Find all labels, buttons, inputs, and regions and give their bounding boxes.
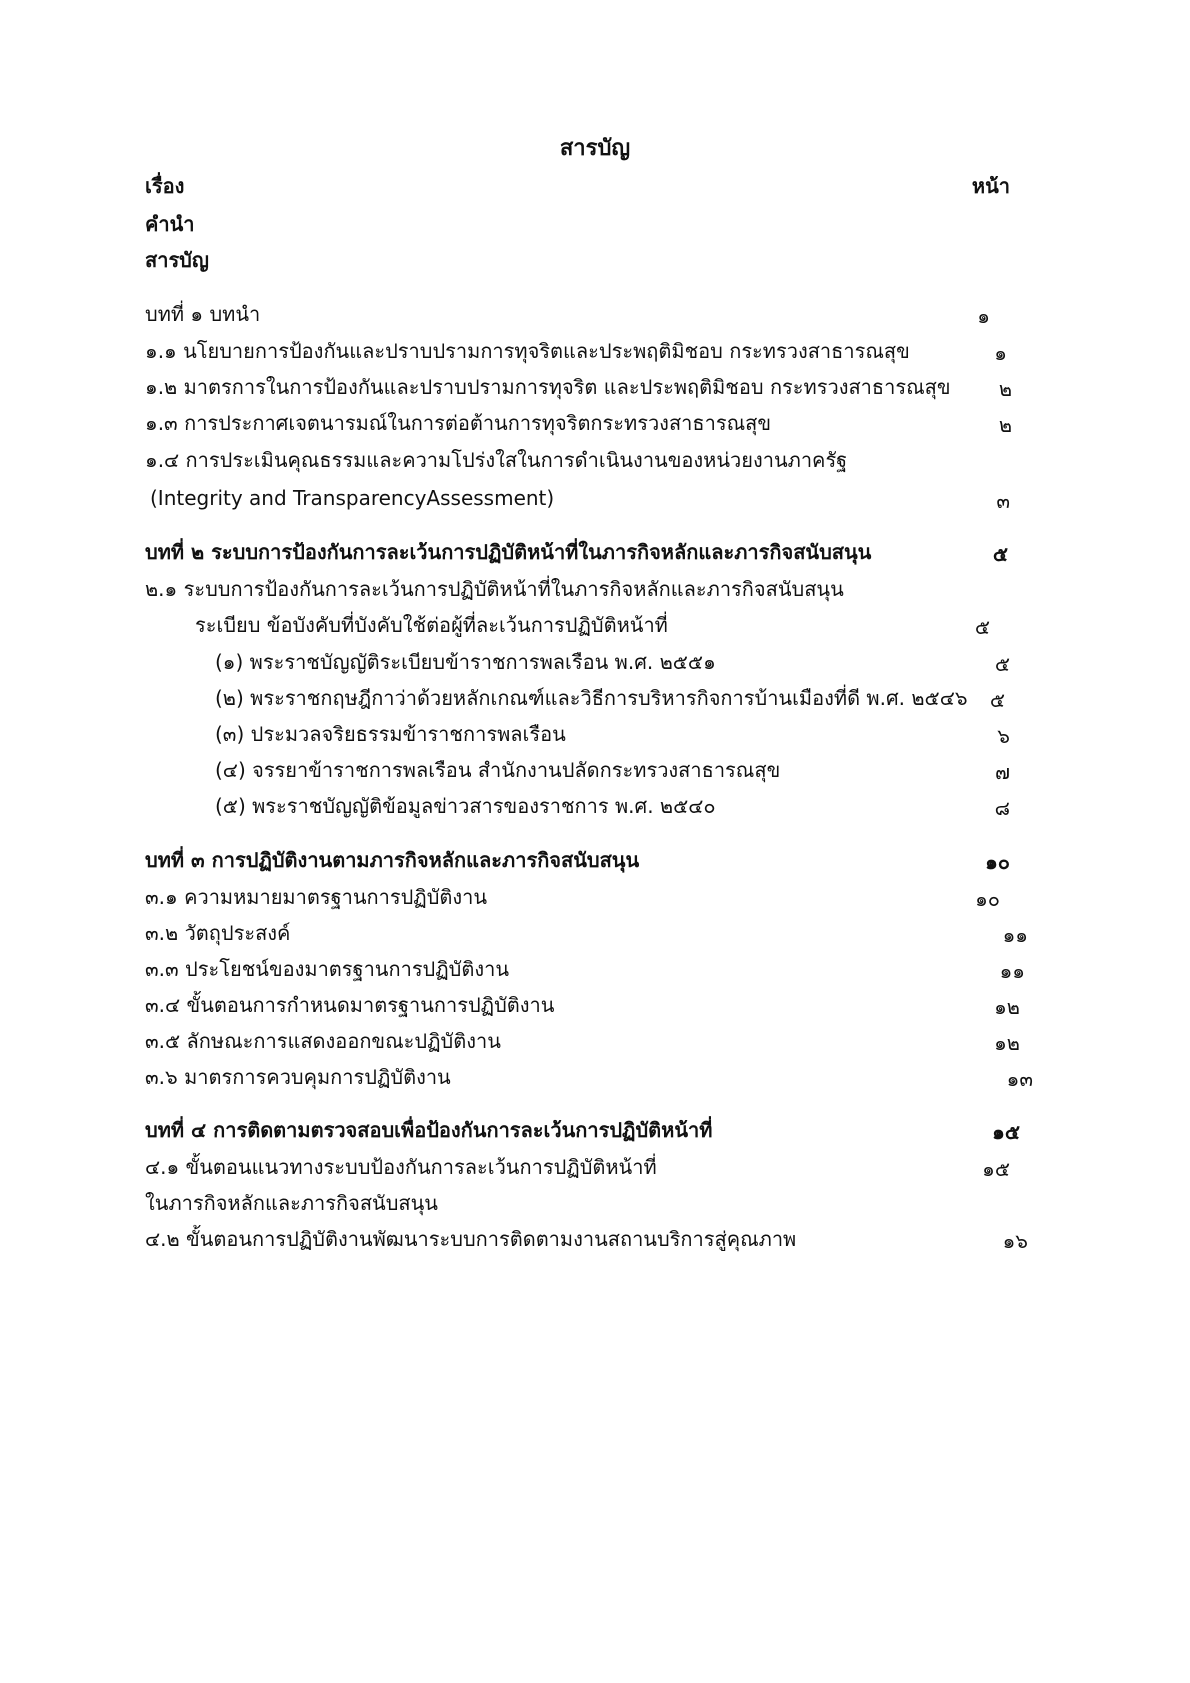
toc-item-4-1: ๔.๑ ขั้นตอนแนวทางระบบป้องกันการละเว้นการปฏิบัติหน้าที่ — [145, 1155, 657, 1179]
toc-item-3-2: ๓.๒ วัตถุประสงค์ — [145, 921, 291, 945]
toc-item-1-2: ๑.๒ มาตรการในการป้องกันและปราบปรามการทุจริต และประพฤติมิชอบ กระทรวงสาธารณสุข — [145, 375, 951, 399]
page-title: สารบัญ — [559, 136, 631, 161]
toc-page-1-2: ๒ — [998, 377, 1012, 401]
toc-law-3: (๓) ประมวลจริยธรรมข้าราชการพลเรือน — [215, 722, 566, 746]
chapter-3-page: ๑๐ — [985, 850, 1010, 874]
toc-page-4-1: ๑๕ — [982, 1157, 1010, 1181]
subject-header: เรื่อง — [145, 174, 185, 198]
toc-item-3-4: ๓.๔ ขั้นตอนการกำหนดมาตรฐานการปฏิบัติงาน — [145, 993, 555, 1017]
toc-page-3-5: ๑๒ — [994, 1031, 1020, 1055]
toc-item-3-1: ๓.๑ ความหมายมาตรฐานการปฏิบัติงาน — [145, 885, 488, 909]
chapter-2-page: ๕ — [992, 542, 1008, 566]
toc-law-2: (๒) พระราชกฤษฎีกาว่าด้วยหลักเกณฑ์และวิธีการบริหารกิจการบ้านเมืองที่ดี พ.ศ. ๒๕๔๖ — [215, 686, 968, 710]
toc-page-3-2: ๑๑ — [1002, 923, 1028, 947]
toc-page-1-3: ๒ — [998, 413, 1012, 437]
toc-law-5-page: ๘ — [994, 796, 1010, 820]
toc-page-1-1: ๑ — [994, 341, 1007, 365]
front-toc: สารบัญ — [145, 248, 209, 272]
toc-page-3-4: ๑๒ — [994, 995, 1020, 1019]
toc-law-1: (๑) พระราชบัญญัติระเบียบข้าราชการพลเรือน พ.ศ. ๒๕๕๑ — [215, 650, 716, 674]
toc-page-1-4: ๓ — [996, 489, 1010, 513]
toc-item-3-5: ๓.๕ ลักษณะการแสดงออกขณะปฏิบัติงาน — [145, 1029, 501, 1053]
toc-page-4-2: ๑๖ — [1002, 1229, 1028, 1253]
toc-item-1-1: ๑.๑ นโยบายการป้องกันและปราบปรามการทุจริตและประพฤติมิชอบ กระทรวงสาธารณสุข — [145, 339, 910, 363]
toc-item-1-3: ๑.๓ การประกาศเจตนารมณ์ในการต่อต้านการทุจริตกระทรวงสาธารณสุข — [145, 411, 771, 435]
chapter-2-heading: บทที่ ๒ ระบบการป้องกันการละเว้นการปฏิบัติหน้าที่ในภารกิจหลักและภารกิจสนับสนุน — [145, 540, 872, 564]
toc-page-3-6: ๑๓ — [1006, 1067, 1033, 1091]
toc-law-4: (๔) จรรยาข้าราชการพลเรือน สำนักงานปลัดกระทรวงสาธารณสุข — [215, 758, 781, 782]
toc-law-4-page: ๗ — [994, 760, 1010, 784]
chapter-3-heading: บทที่ ๓ การปฏิบัติงานตามภารกิจหลักและภารกิจสนับสนุน — [145, 848, 640, 872]
toc-law-5: (๕) พระราชบัญญัติข้อมูลข่าวสารของราชการ พ.ศ. ๒๕๔๐ — [215, 794, 716, 818]
toc-item-2-1: ๒.๑ ระบบการป้องกันการละเว้นการปฏิบัติหน้าที่ในภารกิจหลักและภารกิจสนับสนุน — [145, 577, 844, 601]
toc-law-2-page: ๕ — [989, 688, 1005, 712]
chapter-4-heading: บทที่ ๔ การติดตามตรวจสอบเพื่อป้องกันการละเว้นการปฏิบัติหน้าที่ — [145, 1118, 713, 1142]
toc-law-1-page: ๕ — [994, 652, 1010, 676]
chapter-4-page: ๑๕ — [992, 1120, 1020, 1144]
toc-item-1-4: ๑.๔ การประเมินคุณธรรมและความโปร่งใสในการดำเนินงานของหน่วยงานภาครัฐ — [145, 448, 848, 472]
toc-page-3-1: ๑๐ — [975, 887, 1000, 911]
toc-item-2-1-sub: ระเบียบ ข้อบังคับที่บังคับใช้ต่อผู้ที่ละเว้นการปฏิบัติหน้าที่ — [195, 613, 668, 637]
toc-item-3-6: ๓.๖ มาตรการควบคุมการปฏิบัติงาน — [145, 1065, 451, 1089]
toc-page-2-1-sub: ๕ — [974, 615, 990, 639]
toc-page-3-3: ๑๑ — [999, 959, 1025, 983]
toc-item-1-4-english: (Integrity and TransparencyAssessment) — [150, 486, 555, 510]
toc-law-3-page: ๖ — [997, 724, 1010, 748]
page-header: หน้า — [971, 174, 1010, 198]
front-foreword: คำนำ — [145, 212, 195, 236]
toc-item-4-2: ๔.๒ ขั้นตอนการปฏิบัติงานพัฒนาระบบการติดตามงานสถานบริการสู่คุณภาพ — [145, 1227, 797, 1251]
toc-item-3-3: ๓.๓ ประโยชน์ของมาตรฐานการปฏิบัติงาน — [145, 957, 510, 981]
toc-item-4-1-cont: ในภารกิจหลักและภารกิจสนับสนุน — [145, 1191, 438, 1215]
chapter-1-heading: บทที่ ๑ บทนำ — [145, 302, 261, 326]
chapter-1-page: ๑ — [977, 304, 990, 328]
